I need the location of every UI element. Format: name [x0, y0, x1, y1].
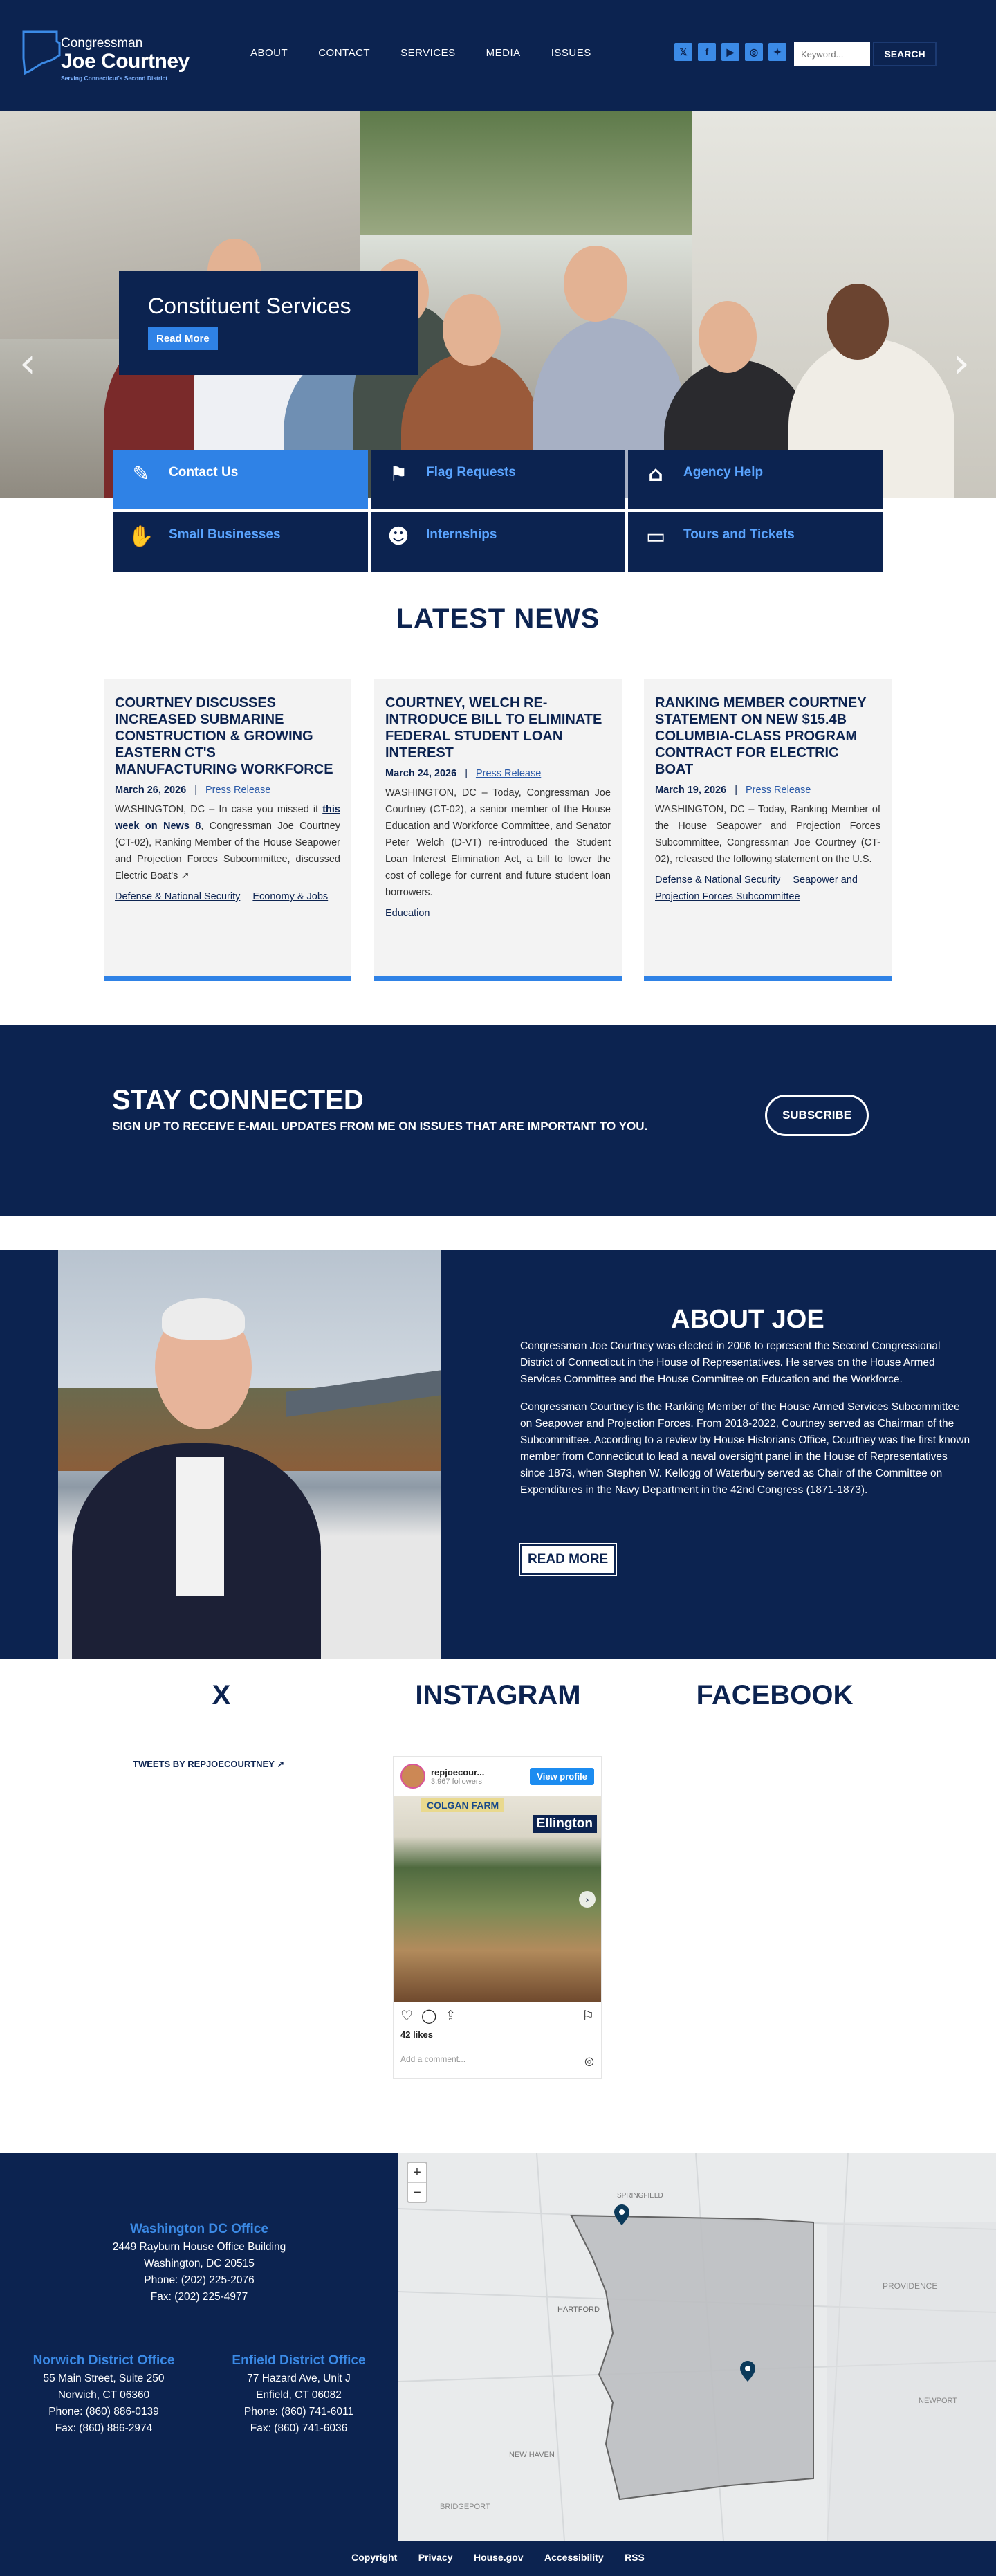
stay-connected-section: [0, 1025, 996, 1216]
latest-news-heading: LATEST NEWS: [396, 603, 600, 634]
footer-link-accessibility[interactable]: Accessibility: [544, 2552, 604, 2563]
logo-tagline: Serving Connecticut's Second District: [61, 75, 168, 82]
stay-connected-subtitle: SIGN UP TO RECEIVE E-MAIL UPDATES FROM ME ON ISSUES THAT ARE IMPORTANT TO YOU.: [112, 1120, 648, 1133]
bluesky-icon[interactable]: ✦: [768, 43, 786, 61]
nav-media[interactable]: MEDIA: [486, 47, 521, 59]
bookmark-icon[interactable]: ⚐: [582, 2007, 594, 2024]
news-type-link[interactable]: Press Release: [745, 785, 811, 796]
news-card: [104, 679, 351, 981]
footer-links: [0, 2541, 996, 2576]
map-pin-icon[interactable]: [740, 2361, 755, 2382]
about-read-more-button[interactable]: READ MORE: [520, 1544, 616, 1575]
quick-link-flag-requests[interactable]: [371, 450, 625, 509]
tweets-link[interactable]: TWEETS BY REPJOECOURTNEY ↗: [133, 1759, 285, 1769]
external-link-icon: ↗: [277, 1759, 285, 1769]
instagram-followers: 3,967 followers: [431, 1777, 482, 1786]
news-card: [374, 679, 622, 981]
quick-link-small-businesses[interactable]: [113, 512, 368, 572]
instagram-location-tag: Ellington: [533, 1815, 597, 1833]
x-feed-heading: X: [212, 1680, 231, 1710]
person-icon: ☻: [387, 524, 409, 549]
map-label: PROVIDENCE: [883, 2281, 938, 2291]
instagram-view-profile-button[interactable]: View profile: [530, 1768, 594, 1785]
slider-next-arrow-icon[interactable]: ›: [953, 339, 970, 387]
news-tags: [115, 888, 340, 905]
quick-links: [113, 450, 883, 572]
handshake-icon: ✋: [128, 524, 154, 549]
hero-person-head: [564, 246, 627, 322]
footer: [0, 2153, 996, 2541]
nav-issues[interactable]: ISSUES: [551, 47, 591, 59]
instagram-logo-icon: ◎: [584, 2056, 594, 2067]
quick-link-tours-and-tickets[interactable]: [628, 512, 883, 572]
news-summary: WASHINGTON, DC – Today, Congressman Joe Courtney (CT-02), a senior member of the House Education and Workforce Committee, and Senator Peter Welch (D-VT) re-introduced the Student Loan Interest Elimination Act, a bill to lower the cost of college for current and future student loan borrowers.: [385, 787, 611, 898]
connecticut-outline-icon: [21, 28, 61, 87]
quick-link-label: Internships: [426, 527, 497, 542]
news-headline-link[interactable]: COURTNEY DISCUSSES INCREASED SUBMARINE CONSTRUCTION & GROWING EASTERN CT'S MANUFACTURING WORKFORCE: [115, 695, 333, 777]
office-norwich: Norwich District Office 55 Main Street, Suite 250 Norwich, CT 06360 Phone: (860) 886-0139 Fax: (860) 886-2974: [0, 2353, 208, 2437]
district-map[interactable]: [398, 2153, 996, 2541]
flag-icon: ⚑: [389, 462, 408, 486]
footer-link-house-gov[interactable]: House.gov: [473, 2552, 524, 2563]
main-nav: [250, 47, 622, 59]
office-washington: Washington DC Office 2449 Rayburn House Office Building Washington, DC 20515 Phone: (202) 225-2076 Fax: (202) 225-4977: [0, 2221, 398, 2305]
external-link-icon: ↗: [181, 870, 190, 881]
news-headline-link[interactable]: RANKING MEMBER COURTNEY STATEMENT ON NEW $15.4B COLUMBIA-CLASS PROGRAM CONTRACT FOR ELECTRIC BOAT: [655, 695, 867, 777]
nav-services[interactable]: SERVICES: [400, 47, 456, 59]
about-section: [0, 1250, 996, 1659]
quick-link-label: Contact Us: [169, 465, 239, 479]
instagram-likes: 42 likes: [400, 2029, 433, 2040]
instagram-header: [394, 1757, 601, 1796]
hero-read-more-button[interactable]: Read More: [148, 327, 218, 350]
about-text: [520, 1338, 971, 1510]
map-zoom-controls: [407, 2162, 427, 2203]
youtube-icon[interactable]: ▶: [721, 43, 739, 61]
hero-person-head: [443, 294, 501, 366]
news-tag-link[interactable]: Defense & National Security: [655, 875, 781, 886]
news-summary: WASHINGTON, DC – In case you missed it this week on News 8, Congressman Joe Courtney (CT-02), Ranking Member of the House Seapower and Projection Forces Subcommittee, discussed Electric Boat's ↗: [115, 804, 340, 881]
news-card: [644, 679, 892, 981]
quick-link-contact-us[interactable]: [113, 450, 368, 509]
heart-icon[interactable]: ♡: [400, 2007, 413, 2024]
instagram-username[interactable]: repjoecour... 3,967 followers: [431, 1766, 485, 1786]
slider-prev-arrow-icon[interactable]: ‹: [19, 339, 36, 387]
subscribe-button[interactable]: SUBSCRIBE: [765, 1095, 869, 1136]
about-paragraph-1: Congressman Joe Courtney was elected in 2006 to represent the Second Congressional District of Connecticut in the House of Representatives. He serves on the House Armed Services Committee and the House Committee on Education and the Workforce.: [520, 1340, 941, 1385]
photo-shirt: [176, 1457, 224, 1596]
footer-link-rss[interactable]: RSS: [625, 2552, 645, 2563]
about-heading: ABOUT JOE: [671, 1305, 824, 1334]
news-type-link[interactable]: Press Release: [475, 768, 542, 779]
facebook-feed-heading: FACEBOOK: [696, 1680, 854, 1710]
zoom-out-button[interactable]: −: [408, 2182, 426, 2202]
news-meta: March 24, 2026 | Press Release: [385, 768, 542, 779]
hero-slider: [0, 111, 996, 498]
news-date: March 26, 2026: [115, 785, 187, 796]
office-name: Washington DC Office: [130, 2222, 268, 2236]
search-input[interactable]: [794, 42, 870, 66]
news-tag-link[interactable]: Defense & National Security: [115, 891, 241, 902]
hero-card: [119, 271, 418, 375]
footer-link-privacy[interactable]: Privacy: [418, 2552, 453, 2563]
footer-link-copyright[interactable]: Copyright: [351, 2552, 398, 2563]
office-name: Norwich District Office: [33, 2353, 175, 2368]
news-tags: [655, 872, 880, 905]
map-label: HARTFORD: [557, 2305, 600, 2314]
pencil-square-icon: ✎: [132, 462, 150, 486]
comment-icon[interactable]: ◯: [421, 2007, 437, 2024]
logo-line-1: Congressman: [61, 36, 143, 51]
quick-link-agency-help[interactable]: [628, 450, 883, 509]
instagram-icon[interactable]: ◎: [745, 43, 763, 61]
hero-photo-trees: [360, 111, 692, 235]
map-label: NEWPORT: [919, 2397, 958, 2405]
zoom-in-button[interactable]: +: [413, 2165, 421, 2180]
news-tags: [385, 905, 611, 922]
map-label: BRIDGEPORT: [440, 2503, 490, 2511]
office-name: Enfield District Office: [232, 2353, 366, 2368]
news-meta: March 26, 2026 | Press Release: [115, 785, 271, 796]
x-icon[interactable]: 𝕏: [674, 43, 692, 61]
district-map-svg: [398, 2153, 996, 2541]
map-pin-icon[interactable]: [614, 2204, 629, 2225]
instagram-comment-field[interactable]: Add a comment... ◎: [400, 2047, 594, 2068]
news-summary: WASHINGTON, DC – Today, Ranking Member of the House Seapower and Projection Forces Subcommittee, Congressman Joe Courtney (CT-02), released the following statement on the U.S.: [655, 804, 880, 865]
quick-link-label: Flag Requests: [426, 465, 516, 479]
farm-sign: COLGAN FARM: [421, 1798, 504, 1812]
hero-title: Constituent Services: [148, 293, 351, 318]
quick-link-label: Agency Help: [683, 465, 764, 479]
facebook-icon[interactable]: f: [698, 43, 716, 61]
news-tag-link[interactable]: Education: [385, 908, 430, 919]
map-label: NEW HAVEN: [509, 2451, 555, 2459]
instagram-embed: [393, 1756, 602, 2079]
nav-contact[interactable]: CONTACT: [318, 47, 371, 59]
government-building-icon: ⌂: [648, 462, 663, 486]
quick-link-internships[interactable]: [371, 512, 625, 572]
photo-hair: [162, 1298, 245, 1340]
hero-person-head: [699, 301, 757, 373]
news-type-link[interactable]: Press Release: [205, 785, 271, 796]
nav-about[interactable]: ABOUT: [250, 47, 288, 59]
map-label: SPRINGFIELD: [617, 2192, 663, 2200]
instagram-feed-heading: INSTAGRAM: [415, 1680, 581, 1710]
news-date: March 19, 2026: [655, 785, 727, 796]
about-paragraph-2: Congressman Courtney is the Ranking Member of the House Armed Services Subcommittee on Seapower and Projection Forces. From 2018-2022, Courtney served as Chairman of the Subcommittee. According to a review by House Historians Office, Courtney was the first known member from Connecticut to lead a naval oversight panel in the House of Representatives since 1873, when Stephen W. Kellogg of Waterbury served as Chair of the Committee on Expenditures in the Navy Department in the 42nd Congress (1871-1873).: [520, 1401, 970, 1496]
site-logo[interactable]: [21, 28, 201, 87]
news-meta: March 19, 2026 | Press Release: [655, 785, 811, 796]
hero-person-head: [827, 284, 889, 360]
instagram-post-image[interactable]: [394, 1796, 601, 2002]
news-headline-link[interactable]: COURTNEY, WELCH RE-INTRODUCE BILL TO ELIMINATE FEDERAL STUDENT LOAN INTEREST: [385, 695, 602, 760]
ticket-icon: ▭: [645, 524, 666, 549]
about-joe-photo: [58, 1250, 441, 1659]
instagram-actions: [394, 2002, 601, 2029]
search-button[interactable]: SEARCH: [873, 42, 937, 66]
social-links: [674, 43, 786, 61]
logo-line-2: Joe Courtney: [61, 50, 190, 73]
news-tag-link[interactable]: Economy & Jobs: [252, 891, 329, 902]
carousel-next-icon[interactable]: ›: [579, 1891, 596, 1908]
news-body-link[interactable]: this week on News 8: [115, 804, 340, 832]
quick-link-label: Tours and Tickets: [683, 527, 795, 542]
share-icon[interactable]: ⇪: [445, 2007, 457, 2024]
instagram-avatar[interactable]: [400, 1764, 425, 1789]
site-header: [0, 0, 996, 111]
office-enfield: Enfield District Office 77 Hazard Ave, Unit J Enfield, CT 06082 Phone: (860) 741-6011 Fax: (860) 741-6036: [195, 2353, 403, 2437]
stay-connected-heading: STAY CONNECTED: [112, 1085, 364, 1115]
news-date: March 24, 2026: [385, 768, 457, 779]
news-tag-link[interactable]: Seapower and Projection Forces Subcommittee: [655, 875, 858, 902]
quick-link-label: Small Businesses: [169, 527, 281, 542]
